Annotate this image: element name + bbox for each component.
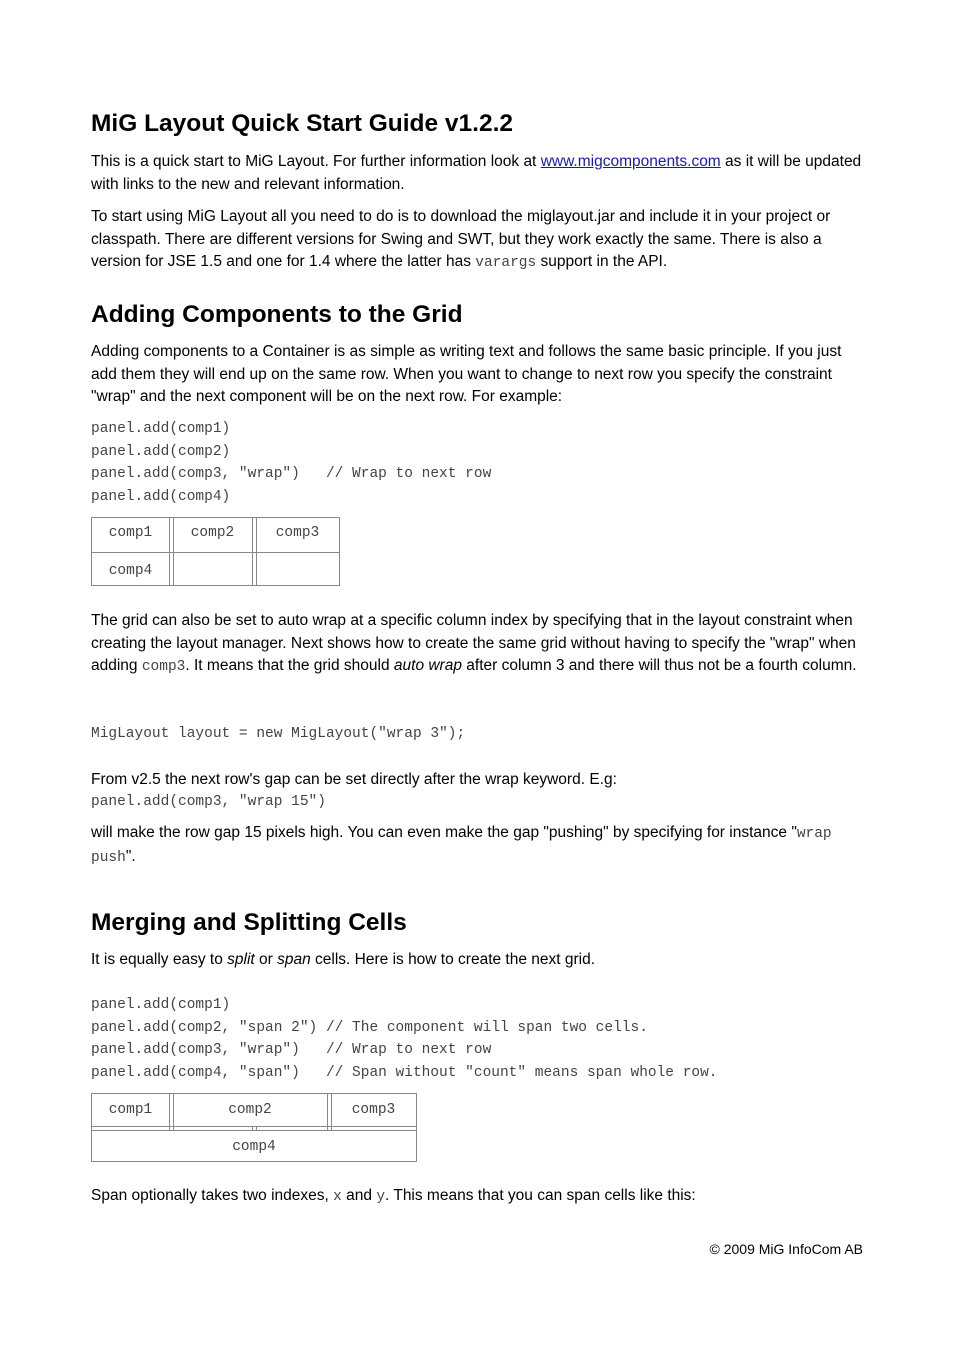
grid-cell: comp4 xyxy=(232,1139,276,1155)
section-heading-adding-components: Adding Components to the Grid xyxy=(91,301,463,328)
text-span: after column 3 and there will thus not be a fourth column. xyxy=(461,657,857,674)
code-block-1: panel.add(comp1) panel.add(comp2) panel.add(comp3, "wrap") // Wrap to next row panel.add(comp4) xyxy=(91,421,492,506)
grid-divider xyxy=(92,1126,416,1127)
text-span: will make the row gap 15 pixels high. You can even make the gap "pushing" by specifying for instance " xyxy=(91,824,797,841)
grid-diagram-1 xyxy=(91,517,340,586)
text-span: . It means that the grid should xyxy=(185,657,394,674)
grid-cell: comp1 xyxy=(108,525,153,541)
section1-paragraph-4 xyxy=(91,822,866,869)
grid-divider xyxy=(169,1094,170,1130)
grid-divider xyxy=(92,552,339,553)
intro-paragraph-1 xyxy=(91,151,866,196)
grid-divider xyxy=(327,1094,328,1130)
section-heading-merging-splitting: Merging and Splitting Cells xyxy=(91,909,407,936)
section1-paragraph-2 xyxy=(91,610,866,679)
section2-paragraph-1 xyxy=(91,949,866,972)
inline-code: varargs xyxy=(475,255,537,271)
emphasis-text: split xyxy=(227,951,255,968)
text-span: To start using MiG Layout all you need to do is to download the miglayout.jar and include it in your project or classpath. There are different versions for Swing and SWT, but they work exactly the same. There is also a version for JSE 1.5 and one for 1.4 where the latter has xyxy=(91,208,831,270)
emphasis-text: span xyxy=(277,951,311,968)
text-span: This is a quick start to MiG Layout. For further information look at xyxy=(91,153,541,170)
inline-code: comp3 xyxy=(141,659,186,675)
grid-cell: comp3 xyxy=(275,525,320,541)
section2-paragraph-2 xyxy=(91,1185,866,1209)
text-span: The grid can also be set to auto wrap at a specific column index by specifying that in the layout constraint when creating the layout manager. Next shows how to create the same grid without having to specify the "wrap" when adding xyxy=(91,612,856,674)
inline-code: wrap push xyxy=(91,826,832,866)
inline-code: y xyxy=(376,1189,386,1205)
grid-cell: comp1 xyxy=(108,1102,153,1118)
text-span: or xyxy=(254,951,278,968)
inline-code: x xyxy=(333,1189,342,1205)
grid-cell: comp2 xyxy=(190,525,235,541)
grid-diagram-2 xyxy=(91,1093,417,1162)
grid-cell: comp2 xyxy=(228,1102,272,1118)
intro-paragraph-2 xyxy=(91,206,866,275)
footer-copyright: © 2009 MiG InfoCom AB xyxy=(709,1241,863,1257)
section1-paragraph-1: Adding components to a Container is as simple as writing text and follows the same basic principle. If you just add them they will end up on the same row. When you want to change to next row you specify the constraint "wrap" and the next component will be on the next row. For example: xyxy=(91,343,842,405)
grid-cell: comp4 xyxy=(108,563,153,579)
text-span: It is equally easy to xyxy=(91,951,228,968)
page-title: MiG Layout Quick Start Guide v1.2.2 xyxy=(91,110,514,137)
text-span: as it will be updated with links to the new and relevant information. xyxy=(91,153,862,193)
emphasis-text: auto wrap xyxy=(393,657,462,674)
grid-cell: comp3 xyxy=(351,1102,396,1118)
text-span: support in the API. xyxy=(536,253,668,270)
text-span: and xyxy=(341,1187,377,1204)
text-span: cells. Here is how to create the next grid. xyxy=(310,951,596,968)
code-block-4: panel.add(comp1) panel.add(comp2, "span 2") // The component will span two cells. panel.add(comp3, "wrap") // Wrap to next row panel.add(comp4, "span") // Span without "count" means span whole row. xyxy=(91,997,718,1082)
section1-paragraph-3: From v2.5 the next row's gap can be set directly after the wrap keyword. E.g: xyxy=(91,771,617,788)
code-block-3: panel.add(comp3, "wrap 15") xyxy=(91,794,326,810)
grid-divider xyxy=(92,1130,416,1131)
text-span: ". xyxy=(125,847,136,865)
text-span: Span optionally takes two indexes, xyxy=(91,1187,334,1204)
migcomponents-link[interactable]: www.migcomponents.com xyxy=(540,153,721,170)
code-block-2: MigLayout layout = new MigLayout("wrap 3"); xyxy=(91,726,466,742)
text-span: . This means that you can span cells like this: xyxy=(385,1187,696,1204)
